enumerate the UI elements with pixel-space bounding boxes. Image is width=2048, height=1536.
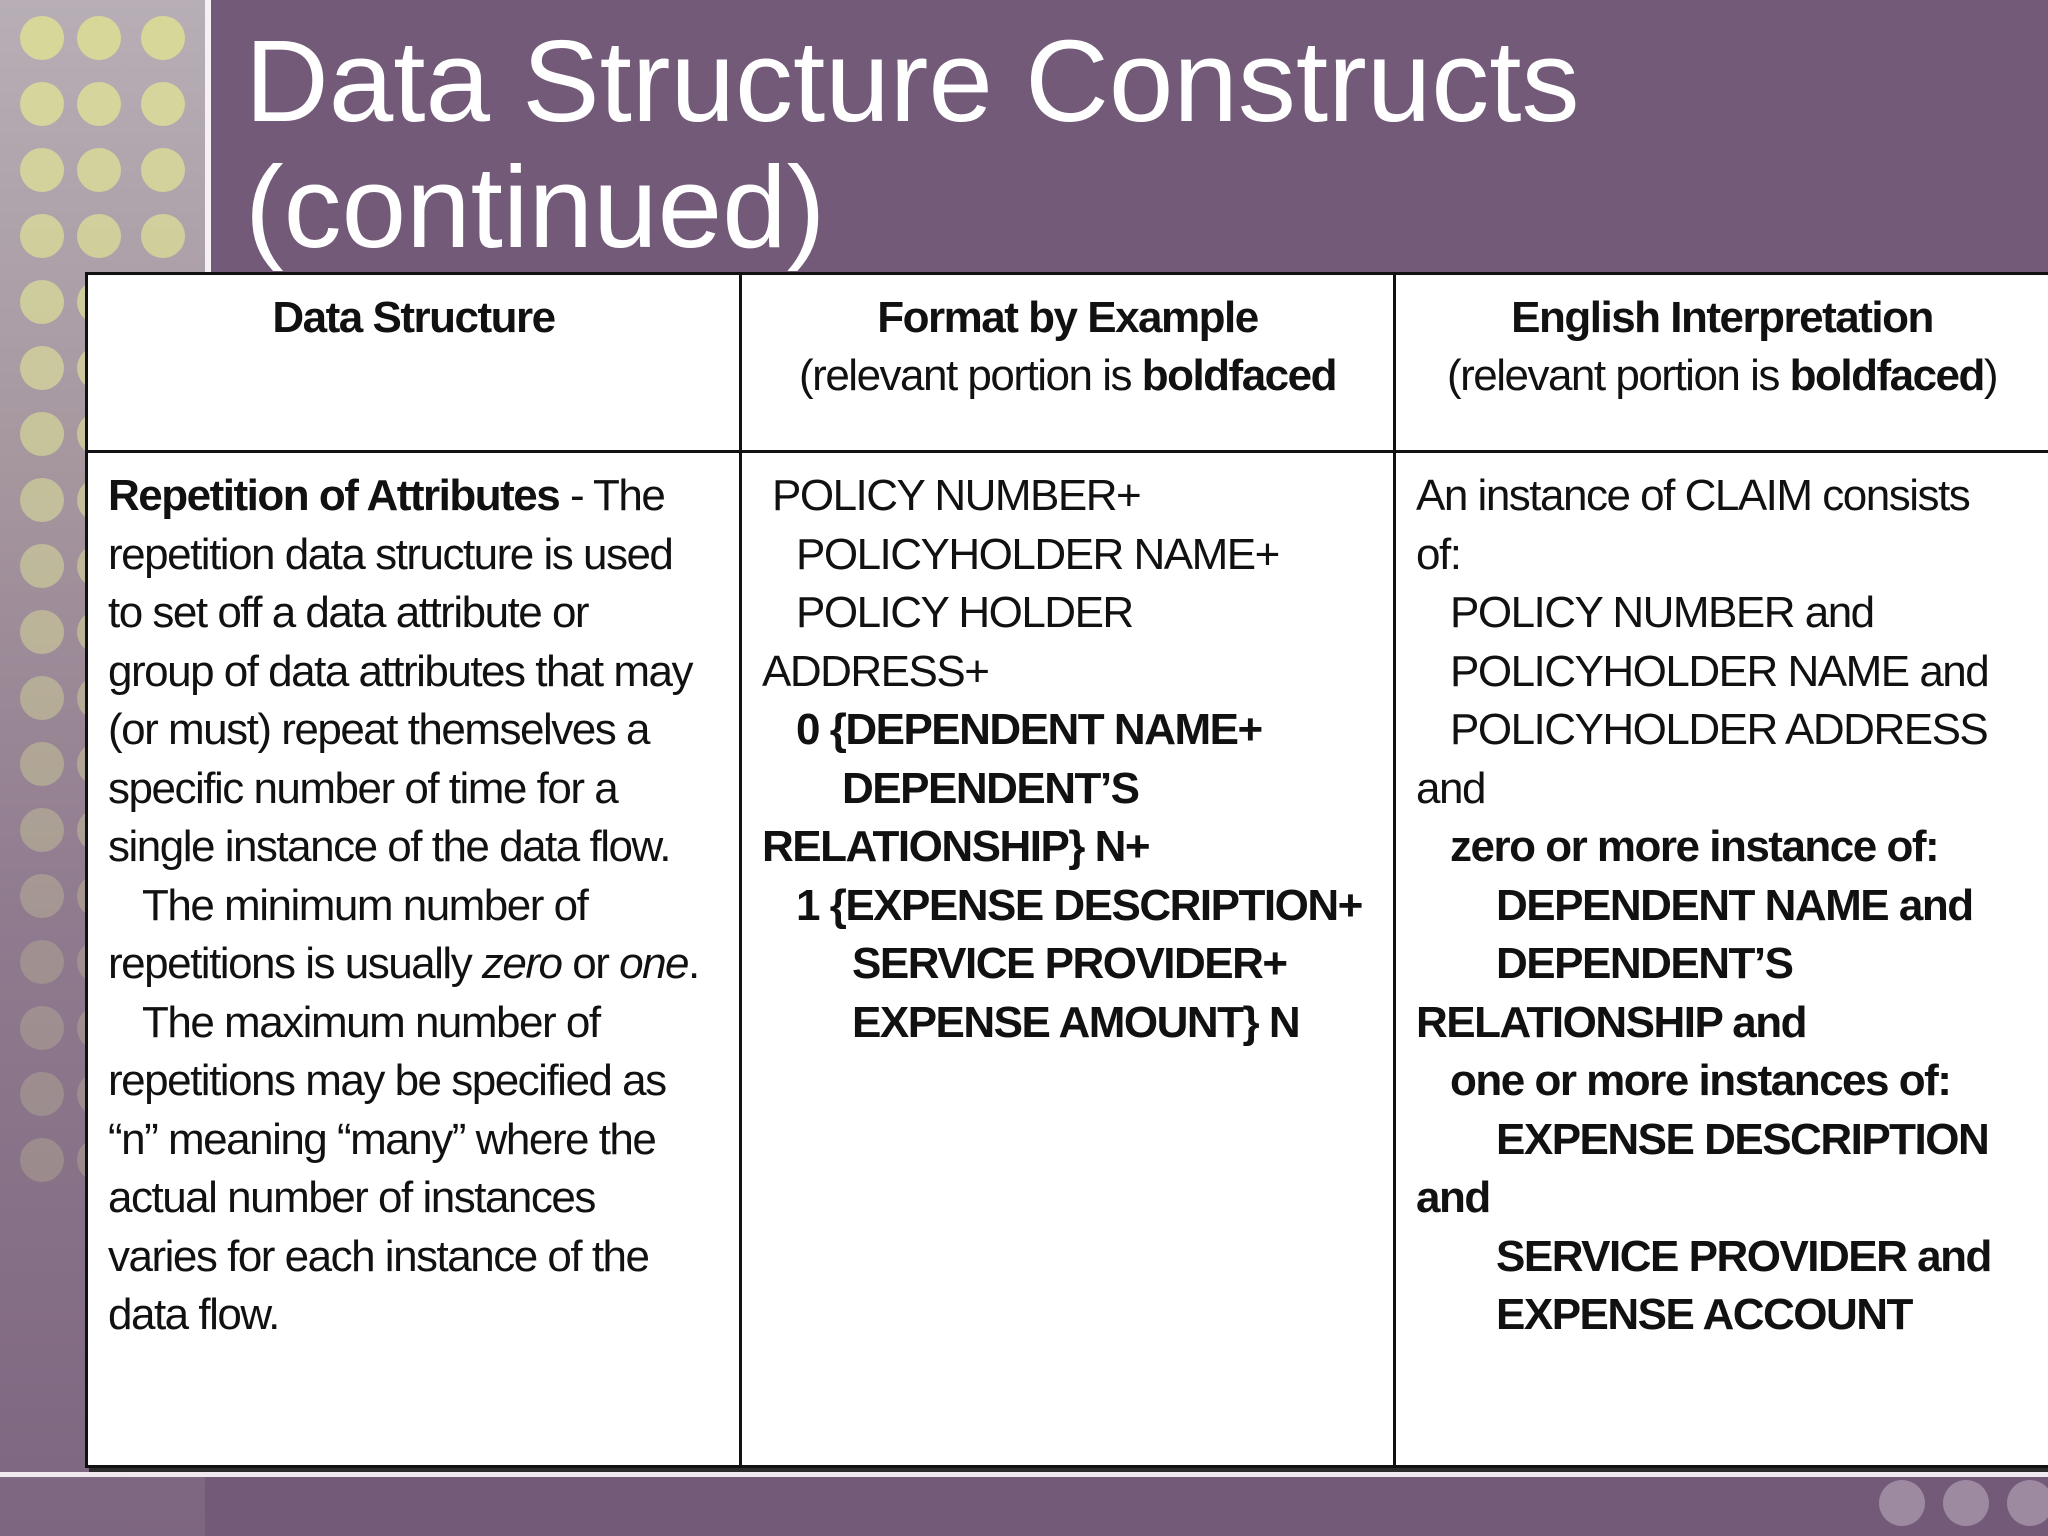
- decorative-dot: [77, 214, 121, 258]
- decorative-dot: [20, 1072, 64, 1116]
- decorative-dot: [77, 148, 121, 192]
- decorative-dot: [1879, 1480, 1925, 1526]
- decorative-dot: [20, 16, 64, 60]
- cell-data-structure-description: Repetition of Attributes - The repetition data structure is used to set off a data attribute or group of data attributes that may (or must) repeat themselves a specific number of time for a single instance of the data flow. The minimum number of repetitions is usually zero or one. The maximum number of repetitions may be specified as “n” meaning “many” where the actual number of instances varies for each instance of the data flow.: [87, 452, 741, 1467]
- decorative-dot: [20, 478, 64, 522]
- decorative-dot: [20, 82, 64, 126]
- slide-title-line-1: Data Structure Constructs: [245, 16, 1580, 146]
- decorative-dot: [20, 1138, 64, 1182]
- table-header-row: [87, 274, 2048, 452]
- decorative-dot: [20, 742, 64, 786]
- header-english-interpretation: English Interpretation (relevant portion is boldfaced): [1395, 274, 2048, 452]
- footer-line: [0, 1472, 2048, 1477]
- decorative-dot: [20, 676, 64, 720]
- decorative-dot: [141, 214, 185, 258]
- decorative-dot: [141, 16, 185, 60]
- decorative-dot: [20, 940, 64, 984]
- decorative-dot: [20, 544, 64, 588]
- data-structure-table: [85, 272, 2048, 1468]
- decorative-dot: [141, 148, 185, 192]
- decorative-dot: [20, 412, 64, 456]
- cell-english-interpretation: An instance of CLAIM consists of: POLICY NUMBER and POLICYHOLDER NAME and POLICYHOLDER ADDRESS and zero or more instance of: DEPENDENT NAME and DEPENDENT’S RELATIONSHIP and one or more instances of: EXPENSE DESCRIPTION and SERVICE PROVIDER and EXPENSE ACCOUNT: [1395, 452, 2048, 1467]
- decorative-dot: [20, 610, 64, 654]
- decorative-dot: [20, 346, 64, 390]
- decorative-dot: [2007, 1480, 2048, 1526]
- decorative-dot: [77, 16, 121, 60]
- decorative-dot: [20, 280, 64, 324]
- decorative-dot: [20, 874, 64, 918]
- slide-title: [245, 18, 2025, 270]
- decorative-dot: [20, 1006, 64, 1050]
- header-format-by-example: Format by Example (relevant portion is boldfaced: [741, 274, 1395, 452]
- slide-title-line-2: (continued): [245, 142, 826, 272]
- table-row: [87, 452, 2048, 1467]
- decorative-dot: [141, 82, 185, 126]
- decorative-dot: [20, 148, 64, 192]
- cell-format-by-example: POLICY NUMBER+ POLICYHOLDER NAME+ POLICY HOLDER ADDRESS+ 0 {DEPENDENT NAME+ DEPENDENT’S RELATIONSHIP} N+ 1 {EXPENSE DESCRIPTION+ SERVICE PROVIDER+ EXPENSE AMOUNT} N: [741, 452, 1395, 1467]
- decorative-dot: [1943, 1480, 1989, 1526]
- decorative-dot: [20, 214, 64, 258]
- decorative-dot: [20, 808, 64, 852]
- header-data-structure: Data Structure: [87, 274, 741, 452]
- decorative-dot: [77, 82, 121, 126]
